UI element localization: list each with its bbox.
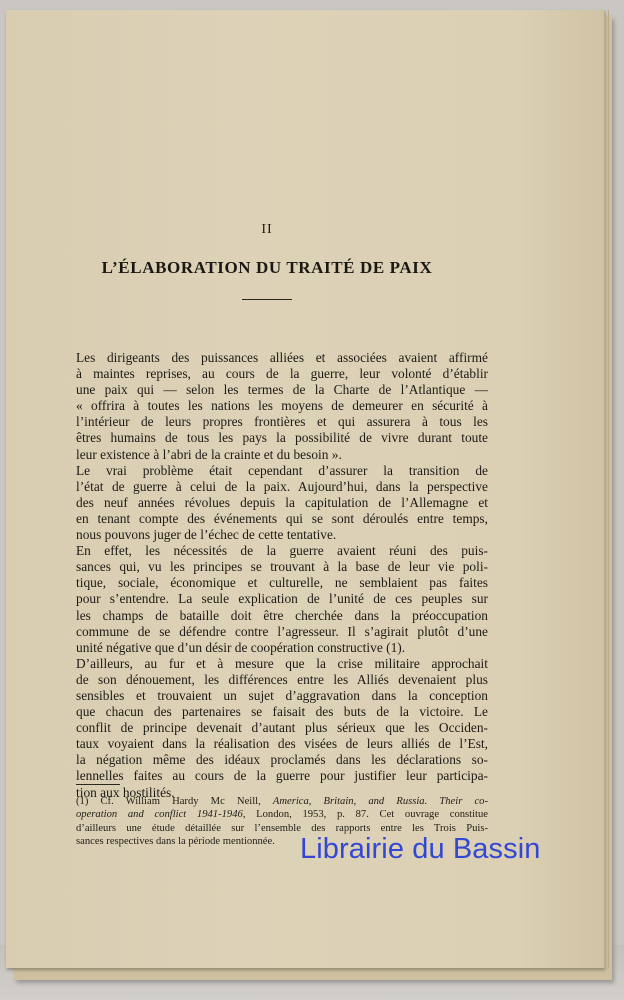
text-line: êtres humains de tous les pays la possibilité de vivre durant toute — [76, 430, 488, 446]
footnote-line: d’ailleurs une étude détaillée sur l’ensemble des rapports entre les Trois Puis- — [76, 822, 488, 834]
footnote-citation: , London, 1953, p. 87. Cet ouvrage constitue — [242, 809, 488, 821]
footnote-line — [76, 795, 488, 808]
text-line: en tenant compte des événements qui se sont déroulés entre temps, — [76, 510, 488, 526]
text-line: des neuf années révolues depuis la capitulation de l’Allemagne et — [76, 494, 488, 510]
text-line: nous pouvons juger de l’échec de cette tentative. — [76, 527, 337, 543]
chapter-number: II — [261, 222, 273, 237]
footnote-book-title: America, Britain, and Russia. Their co- — [272, 796, 488, 807]
text-line: leur existence à l’abri de la crainte et du besoin ». — [76, 446, 342, 462]
text-line: que chacun des partenaires se faisait des buts de la victoire. Le — [76, 704, 488, 720]
chapter-title: L’ÉLABORATION DU TRAITÉ DE PAIX — [101, 258, 433, 277]
text-line: pour s’entendre. La seule explication de l’unité de ces peuples sur — [76, 591, 488, 607]
title-divider — [242, 299, 292, 300]
footnote-line — [76, 808, 488, 821]
footnote-divider — [76, 784, 120, 785]
text-line: D’ailleurs, au fur et à mesure que la crise militaire approchait — [76, 655, 488, 671]
text-line: taux voyaient dans la réalisation des visées de leurs alliés de l’Est, — [76, 736, 488, 752]
text-line: de son dénouement, les différences entre les Alliés devenaient plus — [76, 671, 488, 687]
text-line: « offrira à toutes les nations les moyens de demeurer en sécurité à — [76, 398, 488, 414]
footnote-book-title: operation and conflict 1941-1946 — [76, 809, 243, 821]
text-line: conflit de principe devenait d’autant plus sérieux que les Occiden- — [76, 720, 488, 736]
text-line: à maintes reprises, au cours de la guerre, leur volonté d’établir — [76, 366, 488, 382]
text-line: commune de se défendre contre l’agresseur. Il s’agirait plutôt d’une — [76, 623, 488, 639]
text-line: une paix qui — selon les termes de la Charte de l’Atlantique — — [76, 382, 488, 398]
text-line: sances qui, vu les principes se trouvant à la base de leur vie poli- — [76, 559, 488, 575]
page-edge — [604, 10, 605, 968]
text-line: Les dirigeants des puissances alliées et associées avaient affirmé — [76, 350, 488, 365]
text-line: tique, sociale, économique et culturelle, ne semblaient pas faites — [76, 575, 488, 591]
body-text — [76, 350, 488, 801]
text-line: unité négative que d’un désir de coopération constructive (1). — [76, 639, 406, 655]
text-line: la négation même des idéaux proclamés dans les déclarations so- — [76, 752, 488, 768]
seller-watermark: Librairie du Bassin — [300, 833, 541, 865]
text-line: lennelles faites au cours de la guerre pour justifier leur participa- — [76, 768, 488, 784]
text-line: les champs de bataille doit être cherchée dans la préoccupation — [76, 607, 488, 623]
text-line: l’état de guerre à celui de la paix. Aujourd’hui, dans la perspective — [76, 478, 488, 494]
text-line: Le vrai problème était cependant d’assurer la transition de — [76, 462, 488, 478]
text-line: sensibles et trouvaient un sujet d’aggravation dans la conception — [76, 687, 488, 703]
footnote-citation: (1) Cf. William Hardy Mc Neill, — [76, 796, 273, 807]
text-line: tion aux hostilités. — [76, 784, 175, 800]
page-edge — [608, 10, 609, 968]
text-line: En effet, les nécessités de la guerre avaient réuni des puis- — [76, 543, 488, 559]
footnote-line: sances respectives dans la période mentionnée. — [76, 836, 275, 848]
text-line: l’intérieur de leurs propres frontières et qui assurera à tous les — [76, 414, 488, 430]
